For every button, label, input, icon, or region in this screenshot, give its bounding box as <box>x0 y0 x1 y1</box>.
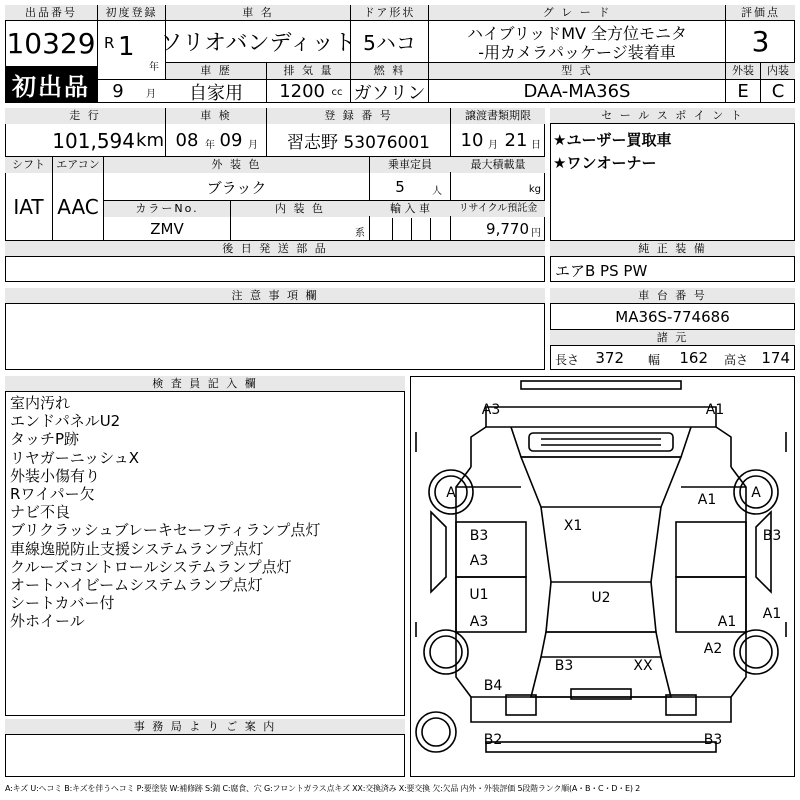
inspector-notes <box>10 394 402 714</box>
mark-a1-right-rear: A1 <box>762 606 782 622</box>
grade-line-1: ハイブリッドMV 全方位モニタ <box>466 23 688 43</box>
note-line: シートカバー付 <box>10 594 115 613</box>
mark-u2: U2 <box>591 590 611 606</box>
displacement-unit: cc <box>331 86 343 98</box>
grille-lines <box>541 439 661 445</box>
interior-color-label: 内 装 色 <box>231 201 369 217</box>
side-skirt-left <box>431 512 446 592</box>
plate-value: 習志野 53076001 <box>287 133 430 153</box>
capacity-value: 5 <box>395 178 405 196</box>
rear-window <box>541 632 661 657</box>
first-listing-badge: 初出品 <box>5 66 97 103</box>
width-label: 幅 <box>648 352 661 367</box>
fuel-label: 燃 料 <box>351 63 428 79</box>
mark-b3-right: B3 <box>762 528 782 544</box>
score-value: 3 <box>751 25 770 58</box>
displacement-label: 排 気 量 <box>267 63 350 79</box>
grade-line-2: -用カメラパッケージ装着車 <box>478 42 676 62</box>
rear-lamp-left <box>506 695 536 715</box>
note-line: リヤガーニッシュX <box>10 448 140 467</box>
rear-bottom-strip <box>486 742 716 752</box>
model-value: DAA-MA36S <box>523 81 631 102</box>
roof-front <box>541 507 661 582</box>
import-label: 輸 入 車 <box>370 201 450 217</box>
displacement-value: 1200 <box>279 81 325 102</box>
recycle-value: 9,770 <box>486 220 529 238</box>
sales-point: ★ユーザー買取車 <box>553 130 672 149</box>
later-parts-value <box>5 258 545 282</box>
mark-a-wheel-right: A <box>751 485 761 501</box>
note-line: 外ホイール <box>10 612 85 631</box>
reg-year: 1 <box>118 32 135 62</box>
mark-a1-rear: A1 <box>717 614 737 630</box>
note-line: ブリクラッシュブレーキセーフティランプ点灯 <box>10 521 321 540</box>
color-no-value: ZMV <box>150 220 184 238</box>
mileage-value: 101,594 <box>52 128 135 153</box>
equipment-label: 純 正 装 備 <box>550 241 795 257</box>
load-label: 最大積載量 <box>451 157 545 173</box>
mark-a1-right: A1 <box>697 492 717 508</box>
color-value: ブラック <box>206 178 267 197</box>
dimensions-label: 諸 元 <box>550 330 795 346</box>
transfer-label: 譲渡書類期限 <box>451 108 545 124</box>
lot-label: 出品番号 <box>5 5 97 21</box>
front-bumper <box>486 407 716 427</box>
side-skirt-right <box>756 512 771 592</box>
sales-label: セ ー ル ス ポ イ ン ト <box>550 108 795 124</box>
color-no-label: カラーNo. <box>104 201 230 217</box>
reg-label: 初度登録 <box>98 5 165 21</box>
exterior-grade: E <box>737 81 749 102</box>
plate-label: 登 録 番 号 <box>267 108 450 124</box>
hood <box>511 427 691 457</box>
front-door-right <box>676 522 746 577</box>
mark-a2: A2 <box>703 641 723 657</box>
recycle-label: リサイクル預託金 <box>451 201 545 217</box>
length-value: 372 <box>595 349 624 367</box>
mark-a3-front: A3 <box>481 402 501 418</box>
transfer-day-unit: 日 <box>531 139 541 151</box>
divider <box>411 218 412 240</box>
model-label: 型 式 <box>429 63 725 79</box>
front-door-left <box>456 522 526 577</box>
inspector-label: 検 査 員 記 入 欄 <box>5 376 405 392</box>
mark-b2: B2 <box>483 732 503 748</box>
note-line: タッチP跡 <box>10 430 80 449</box>
office-label: 事 務 局 よ り ご 案 内 <box>5 719 405 735</box>
note-line: オートハイビームシステムランプ点灯 <box>10 576 263 595</box>
ac-value: AAC <box>57 195 99 219</box>
divider <box>165 108 166 156</box>
car-name: ソリオバンディット <box>160 30 356 56</box>
reg-month: 9 <box>112 81 124 102</box>
note-line: クルーズコントロールシステムランプ点灯 <box>10 557 292 576</box>
mark-a1-front: A1 <box>705 402 725 418</box>
inspection-year: 08 <box>175 130 199 151</box>
divider <box>430 218 431 240</box>
mileage-label: 走 行 <box>5 108 165 124</box>
name-label: 車 名 <box>166 5 350 21</box>
capacity-label: 乗車定員 <box>370 157 450 173</box>
score-label: 評価点 <box>726 5 795 21</box>
front-bumper-strip <box>521 381 681 389</box>
transfer-day: 21 <box>504 130 528 151</box>
note-line: 室内汚れ <box>10 394 71 412</box>
legend-text: A:キズ U:ヘコミ B:キズを伴うヘコミ P:要塗装 W:補修跡 S:錆 C:腐食、穴 G:フロントガラス点キズ XX:交換済み X:要交換 欠:欠品 内外・外装評価 5段階ランク順(A・B・C・D・E) 2 <box>5 783 641 793</box>
transfer-month: 10 <box>460 130 484 151</box>
lot-number: 10329 <box>6 26 96 60</box>
inspection-year-unit: 年 <box>205 139 215 151</box>
transfer-month-unit: 月 <box>488 139 498 151</box>
year-unit: 年 <box>149 61 159 73</box>
load-unit: kg <box>528 183 541 195</box>
height-value: 174 <box>761 349 790 367</box>
history-value: 自家用 <box>189 82 243 104</box>
mark-x1: X1 <box>563 518 583 534</box>
exterior-label: 外装 <box>726 63 760 79</box>
mark-b4: B4 <box>483 678 503 694</box>
divider <box>392 218 393 240</box>
inspection-label: 車 検 <box>166 108 266 124</box>
mark-u1: U1 <box>469 587 489 603</box>
car-diagram <box>411 377 794 776</box>
shift-label: シフト <box>5 157 52 173</box>
note-line: Rワイパー欠 <box>10 485 95 504</box>
later-parts-label: 後 日 発 送 部 品 <box>5 241 545 257</box>
mark-b3-bottom: B3 <box>703 732 723 748</box>
interior-label: 内装 <box>761 63 795 79</box>
note-line: ナビ不良 <box>10 503 71 522</box>
ac-label: エアコン <box>53 157 103 173</box>
inspection-month: 09 <box>219 130 243 151</box>
rear-bumper <box>471 697 731 722</box>
windshield <box>521 457 681 507</box>
damage-diagram-panel <box>410 376 795 777</box>
era-mark: R <box>104 34 115 52</box>
month-unit: 月 <box>146 88 156 100</box>
rear-door-left <box>456 577 526 632</box>
note-line: 車線逸脱防止支援システムランプ点灯 <box>10 539 264 558</box>
mark-a-wheel-left: A <box>446 485 456 501</box>
door-value: 5ハコ <box>363 30 416 55</box>
chassis-label: 車 台 番 号 <box>550 288 795 304</box>
length-label: 長さ <box>555 352 580 367</box>
sales-point: ★ワンオーナー <box>553 153 657 172</box>
note-line: 外装小傷有り <box>10 466 101 485</box>
capacity-unit: 人 <box>432 185 442 197</box>
mark-b3-rear: B3 <box>554 658 574 674</box>
equipment-value: エアB PS PW <box>555 261 648 280</box>
door-label: ドア形状 <box>351 5 428 21</box>
caution-label: 注 意 事 項 欄 <box>5 288 545 304</box>
width-value: 162 <box>679 349 708 367</box>
recycle-unit: 円 <box>531 227 541 239</box>
rear-lamp-right <box>666 695 696 715</box>
shift-value: IAT <box>13 195 44 219</box>
mileage-unit: km <box>136 130 164 151</box>
fuel-value: ガソリン <box>353 82 426 104</box>
chassis-value: MA36S-774686 <box>615 308 730 326</box>
mark-a3-left: A3 <box>469 553 489 569</box>
inspection-month-unit: 月 <box>248 139 258 151</box>
mark-a3-left-rear: A3 <box>469 614 489 630</box>
mark-xx: XX <box>633 658 653 674</box>
grade-label: グ レ ー ド <box>429 5 725 21</box>
note-line: エンドパネルU2 <box>10 412 121 431</box>
mark-b3-left: B3 <box>469 528 489 544</box>
interior-color-unit: 系 <box>355 227 365 239</box>
grille <box>529 433 673 451</box>
color-label: 外 装 色 <box>104 157 369 173</box>
interior-grade: C <box>771 81 785 102</box>
height-label: 高さ <box>724 352 749 367</box>
history-label: 車 歴 <box>166 63 266 79</box>
